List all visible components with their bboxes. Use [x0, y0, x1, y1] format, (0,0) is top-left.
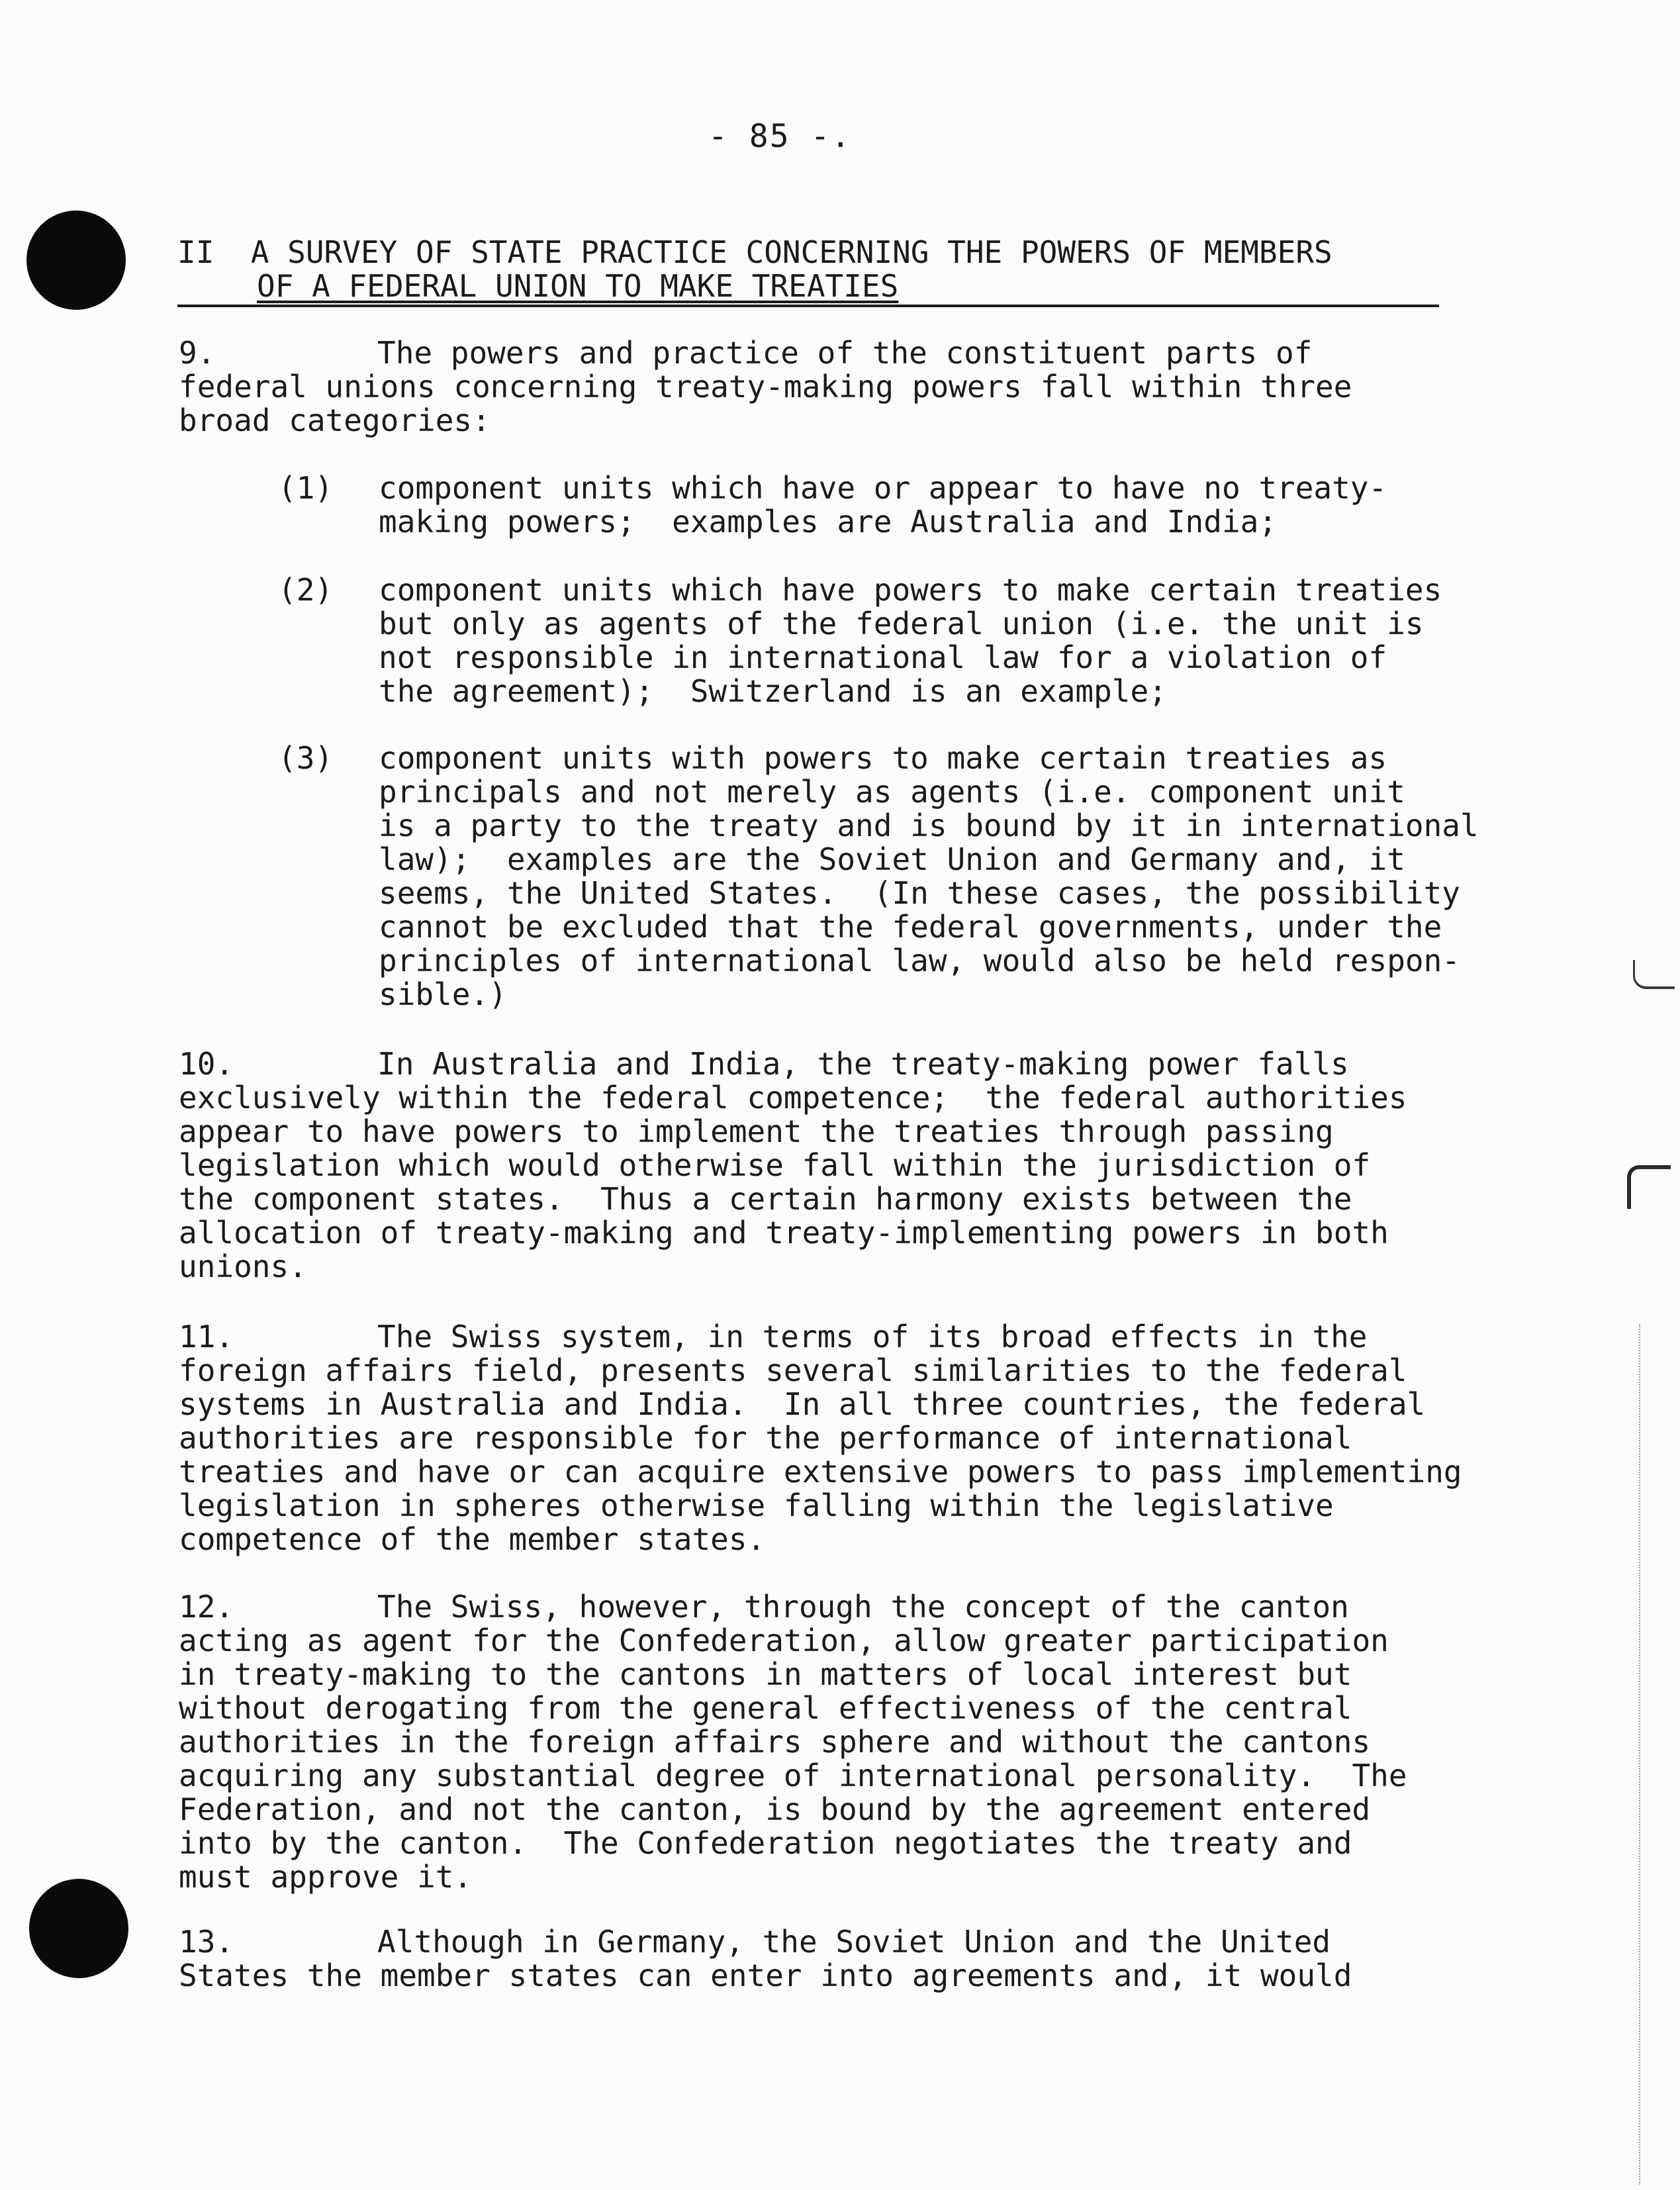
text-line: not responsible in international law for a violation of — [379, 640, 1387, 675]
text-line: component units with powers to make certain treaties as — [379, 740, 1387, 776]
text-line: legislation in spheres otherwise falling within the legislative — [179, 1488, 1334, 1523]
paragraph-10 — [179, 1047, 1407, 1284]
text-line: acquiring any substantial degree of international personality. The — [179, 1758, 1407, 1793]
text-line: law); examples are the Soviet Union and Germany and, it — [379, 841, 1405, 877]
text-line: allocation of treaty-making and treaty-implementing powers in both — [179, 1215, 1389, 1251]
text-line: treaties and have or can acquire extensive powers to pass implementing — [179, 1454, 1462, 1490]
text-line: Federation, and not the canton, is bound by the agreement entered — [179, 1791, 1371, 1827]
text-line: unions. — [179, 1249, 307, 1284]
text-line: systems in Australia and India. In all three countries, the federal — [179, 1386, 1426, 1422]
text-line: competence of the member states. — [179, 1521, 766, 1557]
punch-hole-bottom — [29, 1879, 128, 1978]
punch-hole-top — [26, 211, 126, 310]
paragraph-number: 10. — [179, 1046, 234, 1082]
text-line: component units which have or appear to have no treaty- — [379, 470, 1387, 506]
text-line: into by the canton. The Confederation negotiates the treaty and — [179, 1825, 1352, 1861]
list-item-number: (3) — [278, 740, 334, 776]
text-line: exclusively within the federal competence; the federal authorities — [179, 1080, 1407, 1116]
text-line: in treaty-making to the cantons in matters of local interest but — [179, 1656, 1352, 1692]
text-line: federal unions concerning treaty-making powers fall within three — [179, 369, 1352, 405]
text-line: authorities are responsible for the performance of international — [179, 1420, 1352, 1456]
text-line: The powers and practice of the constituent parts of — [377, 335, 1313, 371]
text-line: component units which have powers to make certain treaties — [379, 572, 1442, 608]
margin-mark — [1627, 1165, 1671, 1209]
paragraph-number: 13. — [179, 1924, 234, 1960]
text-line: In Australia and India, the treaty-making power falls — [377, 1046, 1349, 1082]
paragraph-number: 12. — [179, 1589, 234, 1625]
paragraph-9 — [179, 336, 1352, 438]
text-line: acting as agent for the Confederation, allow greater participation — [179, 1623, 1389, 1658]
heading-rule — [177, 305, 1439, 307]
section-heading-line-1: II A SURVEY OF STATE PRACTICE CONCERNING THE POWERS OF MEMBERS — [177, 234, 1332, 270]
paragraph-number: 9. — [179, 335, 216, 371]
list-item — [379, 741, 1479, 1012]
text-line: making powers; examples are Australia and India; — [379, 504, 1278, 540]
text-line: must approve it. — [179, 1859, 473, 1895]
margin-mark — [1633, 960, 1675, 989]
list-item-number: (2) — [278, 572, 334, 608]
text-line: The Swiss system, in terms of its broad effects in the — [377, 1319, 1368, 1355]
list-item-number: (1) — [278, 470, 334, 506]
paragraph-12 — [179, 1590, 1407, 1894]
text-line: is a party to the treaty and is bound by it in international — [379, 808, 1479, 843]
section-heading-line-2: OF A FEDERAL UNION TO MAKE TREATIES — [257, 268, 899, 304]
text-line: broad categories: — [179, 403, 490, 438]
text-line: sible.) — [379, 976, 507, 1012]
list-item — [379, 573, 1442, 708]
text-line: but only as agents of the federal union (i.e. the unit is — [379, 606, 1424, 642]
text-line: principles of international law, would also be held respon- — [379, 943, 1460, 978]
text-line: Although in Germany, the Soviet Union and the United — [377, 1924, 1331, 1960]
text-line: principals and not merely as agents (i.e. component unit — [379, 774, 1405, 810]
text-line: the agreement); Switzerland is an example; — [379, 673, 1167, 709]
text-line: the component states. Thus a certain harmony exists between the — [179, 1181, 1352, 1217]
edge-artifact — [1639, 1324, 1640, 2185]
paragraph-13 — [179, 1925, 1352, 1993]
paragraph-11 — [179, 1320, 1462, 1556]
text-line: without derogating from the general effectiveness of the central — [179, 1690, 1352, 1726]
page-number: - 85 -. — [708, 118, 852, 155]
text-line: The Swiss, however, through the concept of the canton — [377, 1589, 1349, 1625]
text-line: legislation which would otherwise fall within the jurisdiction of — [179, 1147, 1371, 1183]
text-line: authorities in the foreign affairs sphere and without the cantons — [179, 1724, 1371, 1760]
text-line: cannot be excluded that the federal governments, under the — [379, 909, 1442, 945]
list-item — [379, 471, 1387, 539]
paragraph-number: 11. — [179, 1319, 234, 1355]
text-line: foreign affairs field, presents several similarities to the federal — [179, 1353, 1407, 1388]
text-line: States the member states can enter into agreements and, it would — [179, 1958, 1352, 1993]
text-line: seems, the United States. (In these cases, the possibility — [379, 875, 1460, 911]
text-line: appear to have powers to implement the treaties through passing — [179, 1114, 1334, 1149]
